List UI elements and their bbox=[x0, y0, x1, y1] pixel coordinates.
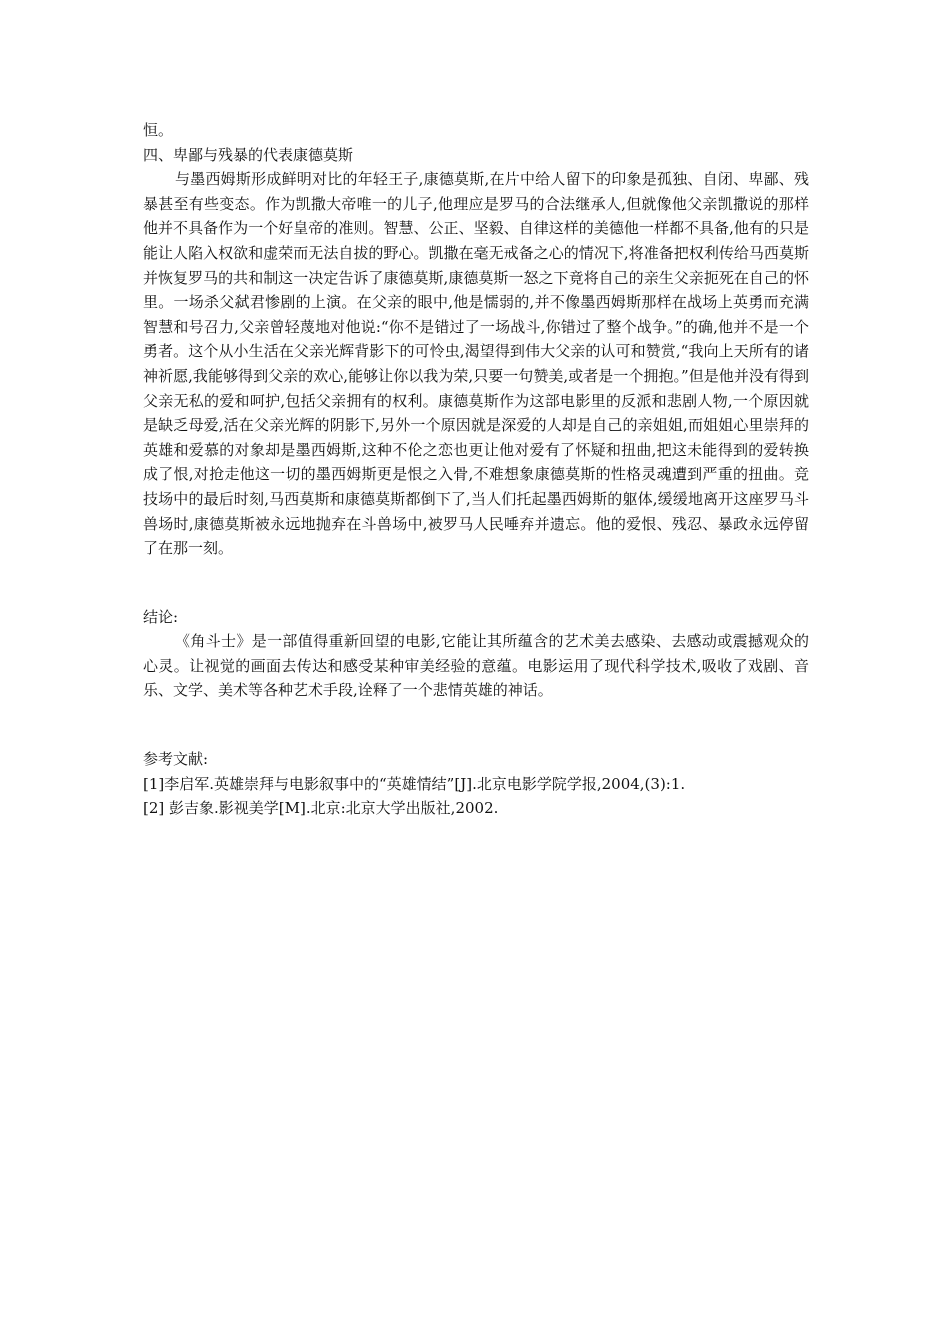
continuation-text: 恒。 bbox=[143, 121, 174, 139]
section-body-paragraph: 与墨西姆斯形成鲜明对比的年轻王子,康德莫斯,在片中给人留下的印象是孤独、自闭、卑鄙、残暴甚至有些变态。作为凯撒大帝唯一的儿子,他理应是罗马的合法继承人,但就像他父亲凯撒说的那样他并不具备作为一个好皇帝的准则。智慧、公正、坚毅、自律这样的美德他一样都不具备,他有的只是能让人陷入权欲和虚荣而无法自拔的野心。凯撒在毫无戒备之心的情况下,将准备把权利传给马西莫斯并恢复罗马的共和制这一决定告诉了康德莫斯,康德莫斯一怒之下竟将自己的亲生父亲扼死在自己的怀里。一场杀父弑君惨剧的上演。在父亲的眼中,他是懦弱的,并不像墨西姆斯那样在战场上英勇而充满智慧和号召力,父亲曾轻蔑地对他说:“你不是错过了一场战斗,你错过了整个战争。”的确,他并不是一个勇者。这个从小生活在父亲光辉背影下的可怜虫,渴望得到伟大父亲的认可和赞赏,“我向上天所有的诸神祈愿,我能够得到父亲的欢心,能够让你以我为荣,只要一句赞美,或者是一个拥抱。”但是他并没有得到父亲无私的爱和呵护,包括父亲拥有的权利。康德莫斯作为这部电影里的反派和悲剧人物,一个原因就是缺乏母爱,活在父亲光辉的阴影下,另外一个原因就是深爱的人却是自己的亲姐姐,而姐姐心里崇拜的英雄和爱慕的对象却是墨西姆斯,这种不伦之恋也更让他对爱有了怀疑和扭曲,把这未能得到的爱转换成了恨,对抢走他这一切的墨西姆斯更是恨之入骨,不难想象康德莫斯的性格灵魂遭到严重的扭曲。竞技场中的最后时刻,马西莫斯和康德莫斯都倒下了,当人们托起墨西姆斯的躯体,缓缓地离开这座罗马斗兽场时,康德莫斯被永远地抛弃在斗兽场中,被罗马人民唾弃并遗忘。他的爱恨、残忍、暴政永远停留了在那一刻。 bbox=[143, 170, 809, 558]
conclusion-heading: 结论: bbox=[143, 607, 179, 626]
document-page bbox=[143, 118, 809, 821]
reference-item: [1]李启军.英雄崇拜与电影叙事中的“英雄情结”[J].北京电影学院学报,2004,(3):1. bbox=[143, 774, 686, 793]
section-heading: 四、卑鄙与残暴的代表康德莫斯 bbox=[143, 145, 354, 164]
reference-item: [2] 彭吉象.影视美学[M].北京:北京大学出版社,2002. bbox=[143, 799, 499, 818]
references-heading: 参考文献: bbox=[143, 750, 209, 769]
paragraph-spacer bbox=[143, 703, 809, 747]
conclusion-paragraph: 《角斗士》是一部值得重新回望的电影,它能让其所蕴含的艺术美去感染、去感动或震撼观众的心灵。让视觉的画面去传达和感受某种审美经验的意蕴。电影运用了现代科学技术,吸收了戏剧、音乐、文学、美术等各种艺术手段,诠释了一个悲情英雄的神话。 bbox=[143, 632, 809, 700]
paragraph-spacer bbox=[143, 561, 809, 605]
